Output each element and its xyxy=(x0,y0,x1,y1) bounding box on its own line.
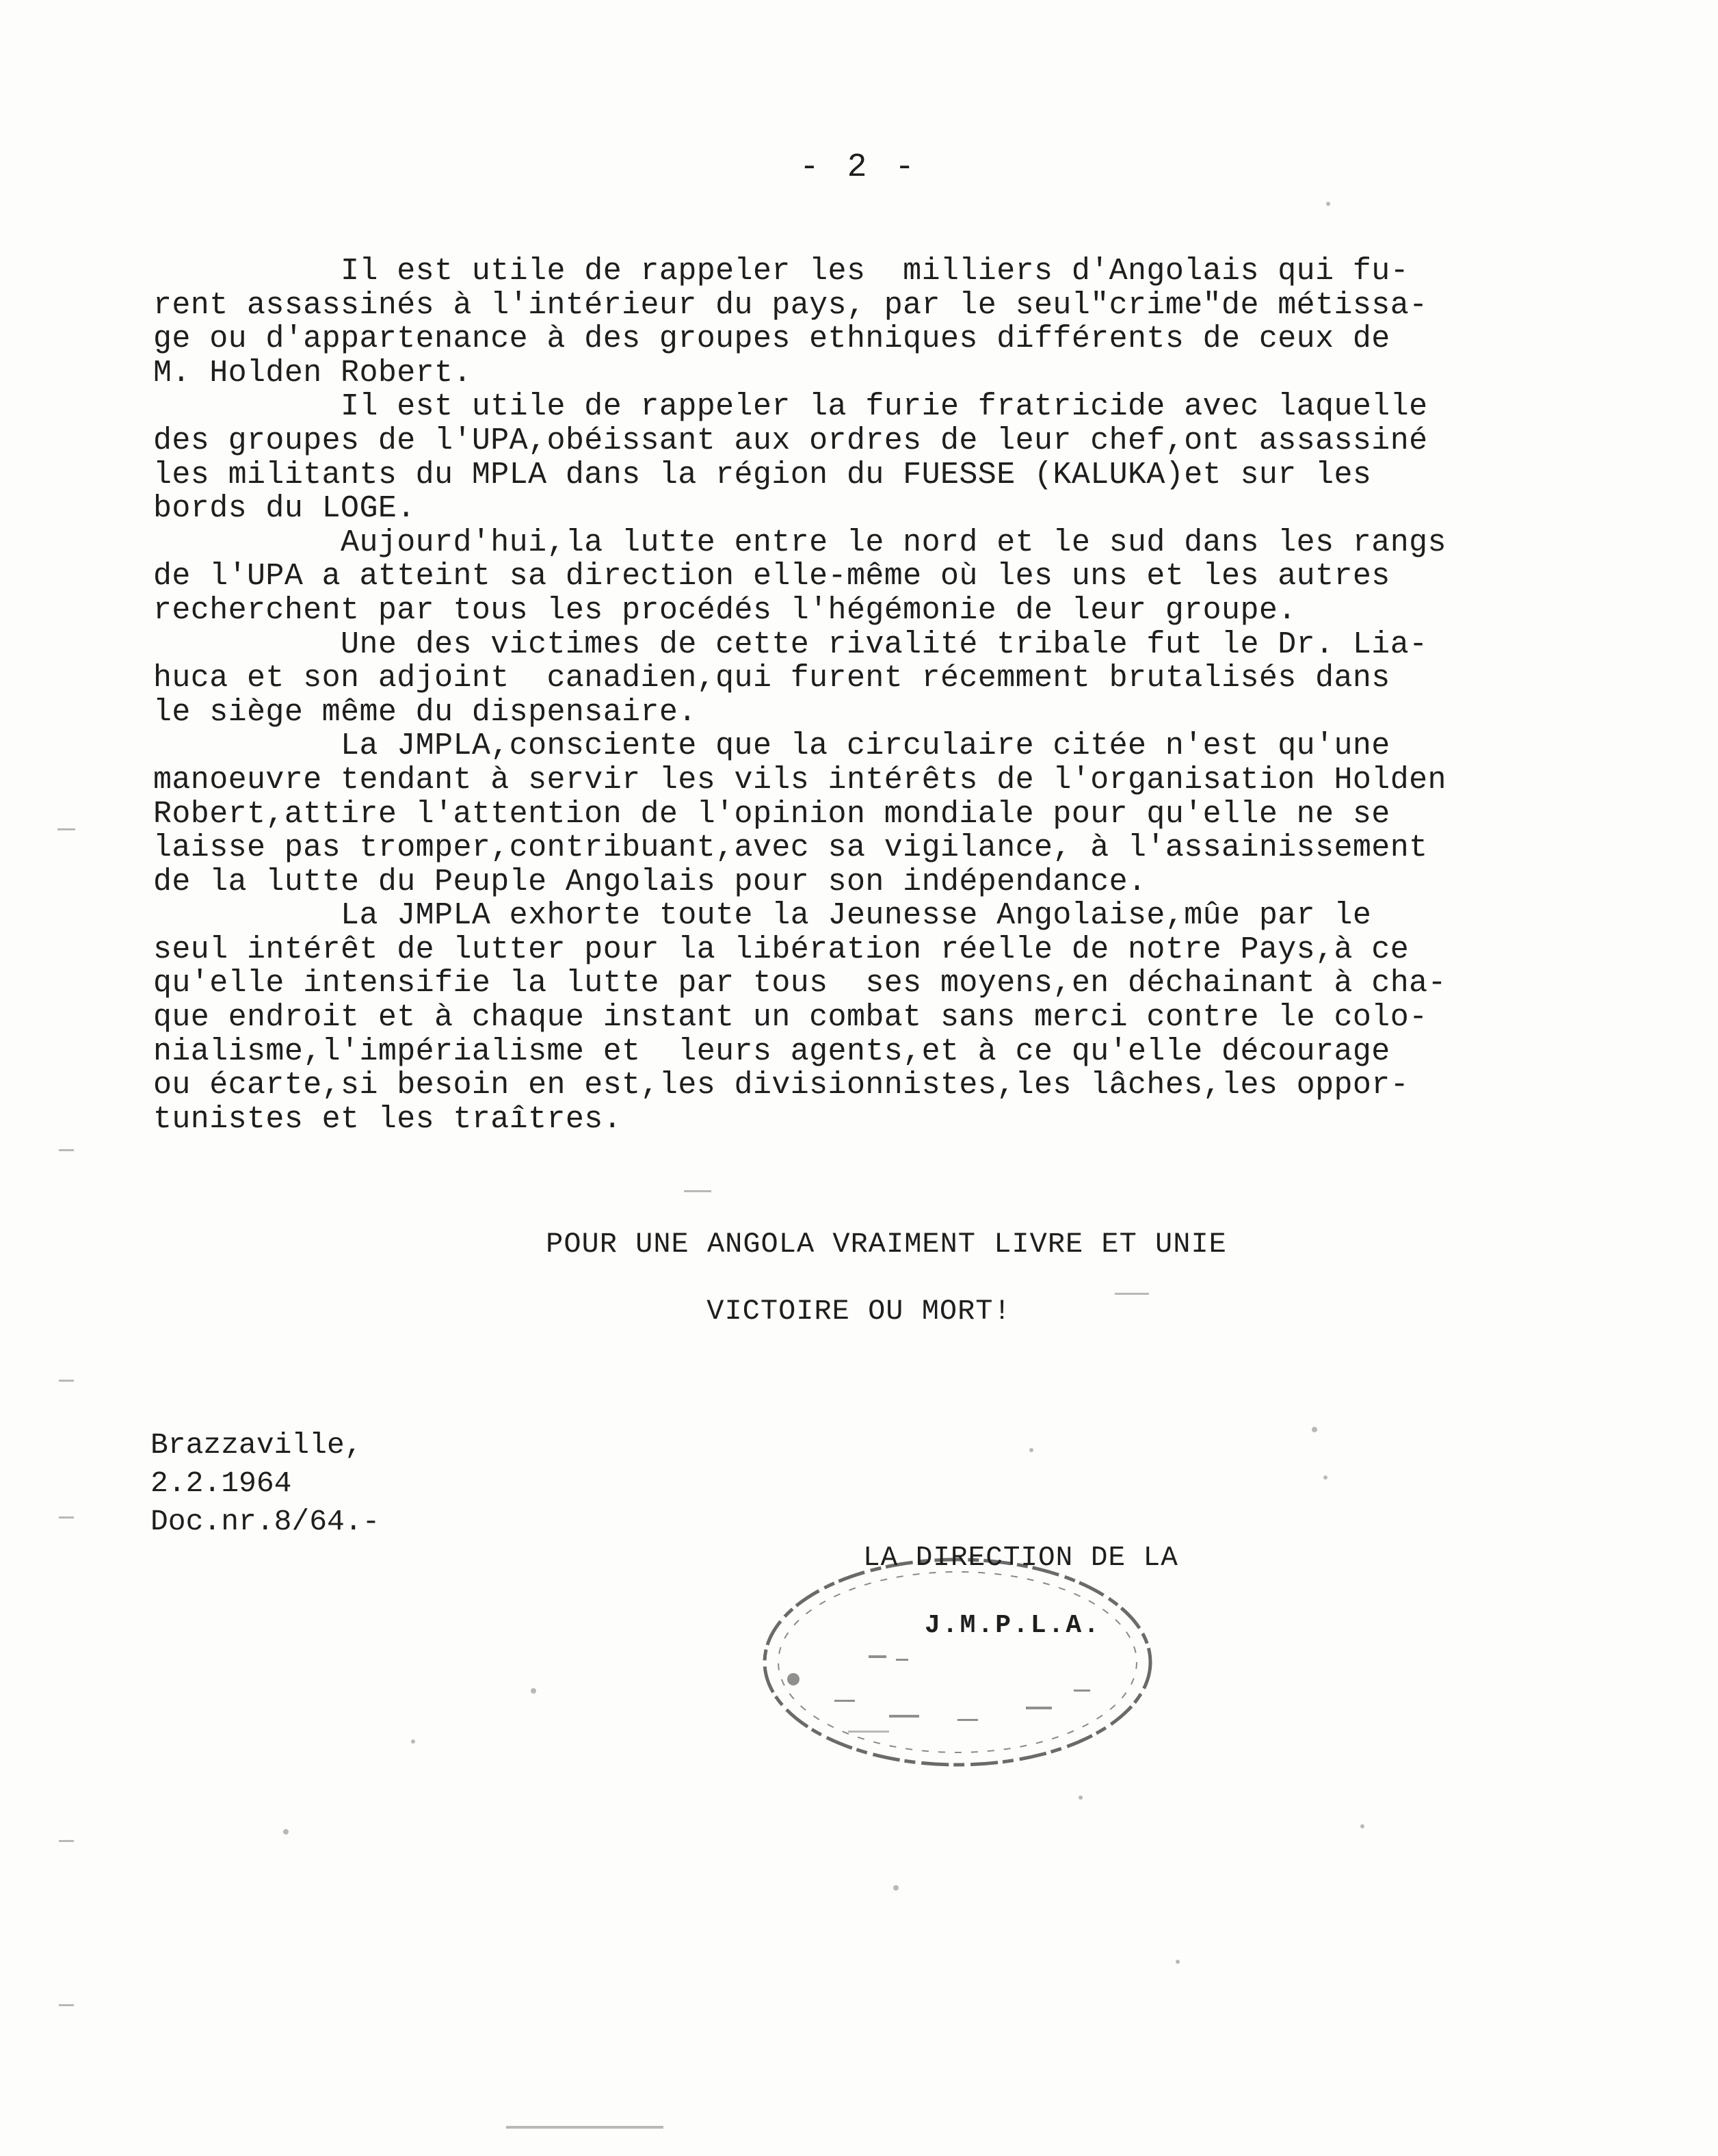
text-line: recherchent par tous les procédés l'hégémonie de leur groupe. xyxy=(153,592,1297,628)
text-line: La JMPLA exhorte toute la Jeunesse Angolaise,mûe par le xyxy=(153,898,1372,934)
text-line: huca et son adjoint canadien,qui furent récemment brutalisés dans xyxy=(153,661,1390,696)
date: 2.2.1964 xyxy=(150,1467,292,1500)
text-line: qu'elle intensifie la lutte par tous ses moyens,en déchainant à cha- xyxy=(153,966,1446,1001)
paragraph-2 xyxy=(153,390,1603,525)
text-line: Il est utile de rappeler les milliers d'Angolais qui fu- xyxy=(153,254,1410,289)
text-line: Aujourd'hui,la lutte entre le nord et le sud dans les rangs xyxy=(153,525,1446,560)
text-line: La JMPLA,consciente que la circulaire citée n'est qu'une xyxy=(153,728,1390,764)
paragraph-5 xyxy=(153,729,1603,899)
slogan-line-1: POUR UNE ANGOLA VRAIMENT LIVRE ET UNIE xyxy=(546,1228,1227,1261)
letter-body xyxy=(153,254,1603,1136)
text-line: laisse pas tromper,contribuant,avec sa vigilance, à l'assainissement xyxy=(153,830,1428,866)
text-line: nialisme,l'impérialisme et leurs agents,et à ce qu'elle décourage xyxy=(153,1034,1390,1069)
text-line: bords du LOGE. xyxy=(153,491,416,527)
signature-organization: J.M.P.L.A. xyxy=(925,1611,1102,1640)
text-line: M. Holden Robert. xyxy=(153,355,472,391)
paragraph-1 xyxy=(153,254,1603,390)
page-number: - 2 - xyxy=(799,149,919,186)
text-line: le siège même du dispensaire. xyxy=(153,694,697,730)
text-line: ge ou d'appartenance à des groupes ethniques différents de ceux de xyxy=(153,321,1390,357)
place: Brazzaville, xyxy=(150,1428,362,1462)
paragraph-6 xyxy=(153,899,1603,1136)
text-line: rent assassinés à l'intérieur du pays, par le seul"crime"de métissa- xyxy=(153,287,1428,323)
slogan-line-2: VICTOIRE OU MORT! xyxy=(706,1295,1012,1328)
text-line: Une des victimes de cette rivalité tribale fut le Dr. Lia- xyxy=(153,627,1428,662)
text-line: manoeuvre tendant à servir les vils intérêts de l'organisation Holden xyxy=(153,762,1446,798)
paragraph-4 xyxy=(153,628,1603,730)
text-line: des groupes de l'UPA,obéissant aux ordres de leur chef,ont assassiné xyxy=(153,423,1428,458)
text-line: de l'UPA a atteint sa direction elle-même où les uns et les autres xyxy=(153,559,1390,594)
text-line: de la lutte du Peuple Angolais pour son indépendance. xyxy=(153,864,1147,899)
document-reference: Doc.nr.8/64.- xyxy=(150,1505,380,1538)
paragraph-3 xyxy=(153,526,1603,628)
text-line: les militants du MPLA dans la région du FUESSE (KALUKA)et sur les xyxy=(153,457,1372,492)
text-line: tunistes et les traîtres. xyxy=(153,1101,622,1137)
text-line: seul intérêt de lutter pour la libération réelle de notre Pays,à ce xyxy=(153,932,1410,967)
signature-title: LA DIRECTION DE LA xyxy=(863,1542,1178,1574)
text-line: Il est utile de rappeler la furie fratricide avec laquelle xyxy=(153,389,1428,425)
text-line: que endroit et à chaque instant un combat sans merci contre le colo- xyxy=(153,1000,1428,1036)
text-line: ou écarte,si besoin en est,les divisionnistes,les lâches,les oppor- xyxy=(153,1068,1410,1103)
place-date-block xyxy=(150,1426,380,1541)
text-line: Robert,attire l'attention de l'opinion mondiale pour qu'elle ne se xyxy=(153,796,1390,832)
